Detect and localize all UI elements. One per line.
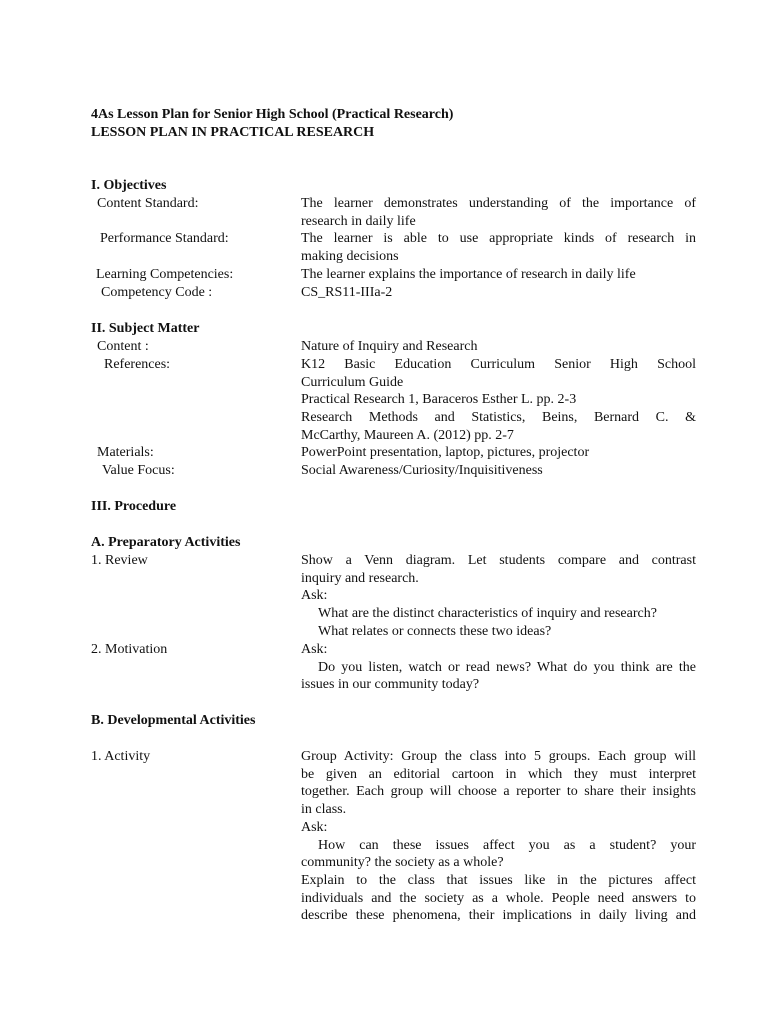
references-value [301,356,696,445]
subsection-heading-preparatory: A. Preparatory Activities [91,535,241,550]
reference-line: Curriculum Guide [301,374,404,390]
content-standard-line: research in daily life [301,213,416,229]
content-line: Nature of Inquiry and Research [301,339,478,354]
motivation-value [301,641,696,694]
competency-code-value [301,284,696,302]
activity-line: Group Activity: Group the class into 5 groups. Each group will [301,749,696,764]
materials-value [301,444,696,462]
review-question: What are the distinct characteristics of inquiry and research? [318,606,657,622]
subsection-heading-developmental: B. Developmental Activities [91,713,256,728]
activity-question: How can these issues affect you as a student? your [318,837,696,853]
value-focus-value [301,462,696,480]
references-label: References: [104,357,171,372]
section-heading-objectives: I. Objectives [91,178,167,193]
competency-code-line: CS_RS11-IIIa-2 [301,285,393,300]
learning-competencies-label: Learning Competencies: [96,267,234,282]
activity-question: community? the society as a whole? [301,855,504,871]
motivation-question: Do you listen, watch or read news? What do you think are the [318,659,696,675]
reference-line: Research Methods and Statistics, Beins, Bernard C. & [301,410,696,426]
activity-ask: Ask: [301,819,328,835]
activity-line: together. Each group will choose a reporter to share their insights [301,784,696,800]
section-heading-procedure: III. Procedure [91,499,177,514]
activity-line: in class. [301,802,347,818]
review-label: 1. Review [91,553,148,568]
competency-code-label: Competency Code : [101,285,213,300]
review-value [301,552,696,641]
materials-label: Materials: [97,445,154,460]
content-standard-line: The learner demonstrates understanding of the importance of [301,196,696,211]
reference-line: Practical Research 1, Baraceros Esther L. pp. 2-3 [301,392,577,408]
reference-line: McCarthy, Maureen A. (2012) pp. 2-7 [301,427,514,443]
materials-line: PowerPoint presentation, laptop, pictures, projector [301,445,590,460]
performance-standard-line: The learner is able to use appropriate kinds of research in [301,231,696,246]
activity-line: be given an editorial cartoon in which they must interpret [301,766,696,782]
learning-competencies-line: The learner explains the importance of research in daily life [301,267,636,282]
activity-explanation: Explain to the class that issues like in the pictures affect [301,872,696,888]
activity-value [301,748,696,925]
section-heading-subject-matter: II. Subject Matter [91,321,200,336]
activity-explanation: individuals and the society as a whole. People need answers to [301,890,696,906]
review-ask: Ask: [301,588,328,604]
content-label: Content : [97,339,149,354]
review-line: Show a Venn diagram. Let students compare and contrast [301,553,696,568]
motivation-ask: Ask: [301,642,328,657]
document-title: 4As Lesson Plan for Senior High School (Practical Research) [91,107,454,122]
review-line: inquiry and research. [301,570,419,586]
learning-competencies-value [301,266,696,284]
content-standard-label: Content Standard: [97,196,199,211]
performance-standard-label: Performance Standard: [100,231,229,246]
content-value [301,338,696,356]
performance-standard-value [301,230,696,265]
value-focus-label: Value Focus: [102,463,175,478]
document-subtitle: LESSON PLAN IN PRACTICAL RESEARCH [91,125,375,140]
review-question: What relates or connects these two ideas? [318,623,552,639]
motivation-label: 2. Motivation [91,642,168,657]
performance-standard-line: making decisions [301,248,399,264]
activity-label: 1. Activity [91,749,151,764]
content-standard-value [301,195,696,230]
activity-explanation: describe these phenomena, their implications in daily living and [301,908,696,924]
value-focus-line: Social Awareness/Curiosity/Inquisitiveness [301,463,543,478]
motivation-question: issues in our community today? [301,677,480,693]
reference-line: K12 Basic Education Curriculum Senior High School [301,357,696,372]
